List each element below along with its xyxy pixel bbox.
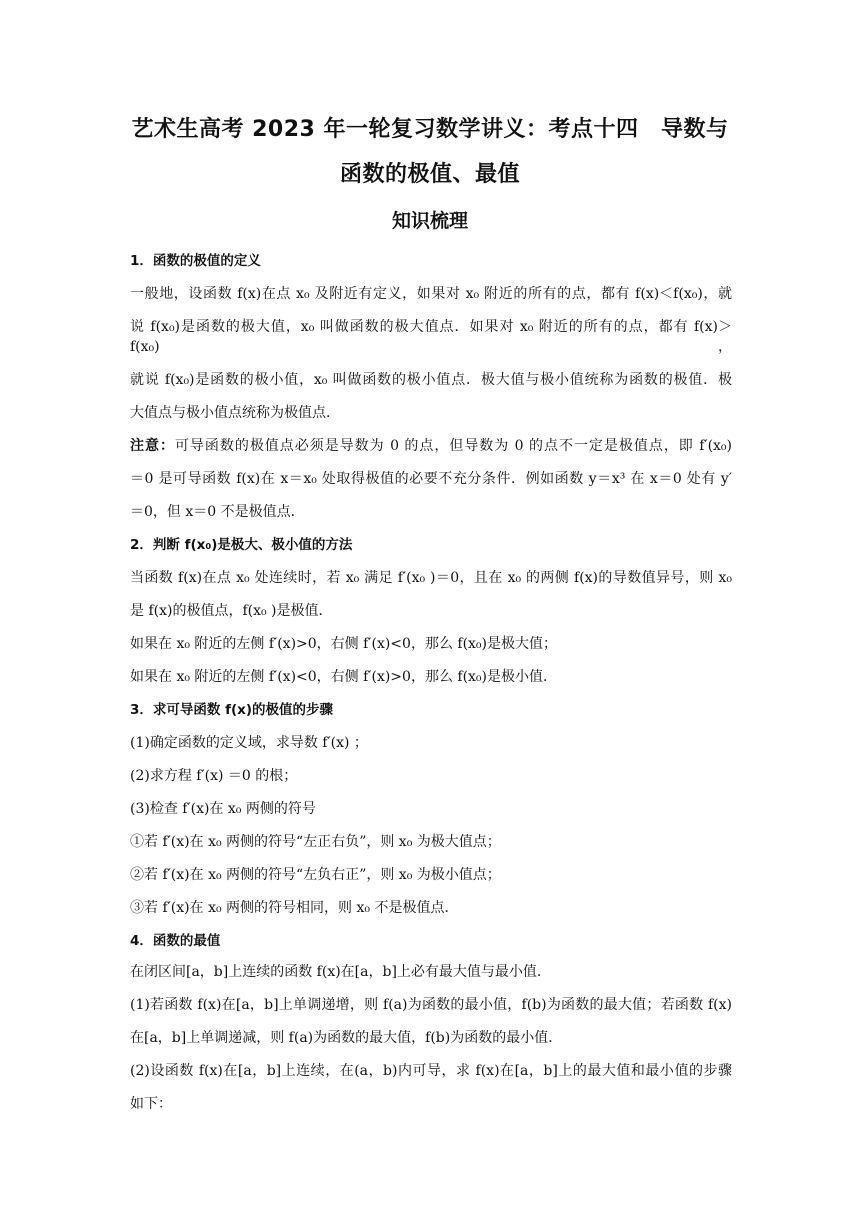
step-line: ②若 f′(x)在 x₀ 两侧的符号“左负右正”，则 x₀ 为极小值点；	[130, 867, 501, 883]
paragraph-line: ＝0 是可导函数 f(x)在 x＝x₀ 处取得极值的必要不充分条件．例如函数 y＝x³ 在 x＝0 处有 y′	[130, 471, 732, 487]
heading-3: 3．求可导函数 f(x)的极值的步骤	[130, 702, 334, 718]
step-line: (3)检查 f′(x)在 x₀ 两侧的符号	[130, 801, 316, 817]
step-line: ③若 f′(x)在 x₀ 两侧的符号相同，则 x₀ 不是极值点．	[130, 900, 459, 916]
paragraph-line: 如果在 x₀ 附近的左侧 f′(x)>0，右侧 f′(x)<0，那么 f(x₀)是极大值；	[130, 636, 558, 652]
heading-4: 4．函数的最值	[130, 933, 221, 949]
paragraph-line: 是 f(x)的极值点，f(x₀ )是极值．	[130, 603, 333, 619]
note-label: 注意：	[130, 438, 175, 454]
paragraph-line: 在[a，b]上单调递减，则 f(a)为函数的最大值，f(b)为函数的最小值．	[130, 1030, 563, 1046]
paragraph-line: 在闭区间[a，b]上连续的函数 f(x)在[a，b]上必有最大值与最小值．	[130, 964, 551, 980]
paragraph-line: 一般地，设函数 f(x)在点 x₀ 及附近有定义，如果对 x₀ 附近的所有的点，都有 f(x)＜f(x₀)，就	[130, 286, 732, 302]
paragraph-line: (2)设函数 f(x)在[a，b]上连续，在(a，b)内可导，求 f(x)在[a，b]上的最大值和最小值的步骤	[130, 1063, 732, 1079]
section-title: 知识梳理	[391, 210, 468, 232]
step-line: ①若 f′(x)在 x₀ 两侧的符号“左正右负”，则 x₀ 为极大值点；	[130, 834, 501, 850]
paragraph-line: 当函数 f(x)在点 x₀ 处连续时，若 x₀ 满足 f′(x₀ )＝0，且在 x₀ 的两侧 f(x)的导数值异号，则 x₀	[130, 570, 732, 586]
document-title-line-2: 函数的极值、最值	[339, 162, 520, 187]
note-line: 注意：可导函数的极值点必须是导数为 0 的点，但导数为 0 的点不一定是极值点，即 f′(x₀)	[130, 438, 732, 454]
paragraph-line: ＝0，但 x＝0 不是极值点．	[130, 504, 305, 520]
step-line: (2)求方程 f′(x) ＝0 的根；	[130, 768, 298, 784]
paragraph-line: 如下：	[130, 1096, 172, 1112]
document-title-line-1: 艺术生高考 2023 年一轮复习数学讲义：考点十四 导数与	[131, 117, 729, 142]
paragraph-line: 说 f(x₀)是函数的极大值，x₀ 叫做函数的极大值点．如果对 x₀ 附近的所有的点，都有 f(x)＞f(x₀)，	[130, 319, 732, 355]
heading-2: 2．判断 f(x₀)是极大、极小值的方法	[130, 537, 353, 553]
document-body	[130, 244, 732, 1114]
step-line: (1)确定函数的定义域，求导数 f′(x) ；	[130, 735, 368, 751]
heading-1: 1．函数的极值的定义	[130, 253, 261, 269]
paragraph-line: 大值点与极小值点统称为极值点．	[130, 405, 340, 421]
paragraph-line: (1)若函数 f(x)在[a，b]上单调递增，则 f(a)为函数的最小值，f(b)为函数的最大值；若函数 f(x)	[130, 997, 732, 1013]
paragraph-line: 如果在 x₀ 附近的左侧 f′(x)<0，右侧 f′(x)>0，那么 f(x₀)是极小值．	[130, 669, 558, 685]
paragraph-line: 就说 f(x₀)是函数的极小值，x₀ 叫做函数的极小值点．极大值与极小值统称为函数的极值．极	[130, 372, 732, 388]
